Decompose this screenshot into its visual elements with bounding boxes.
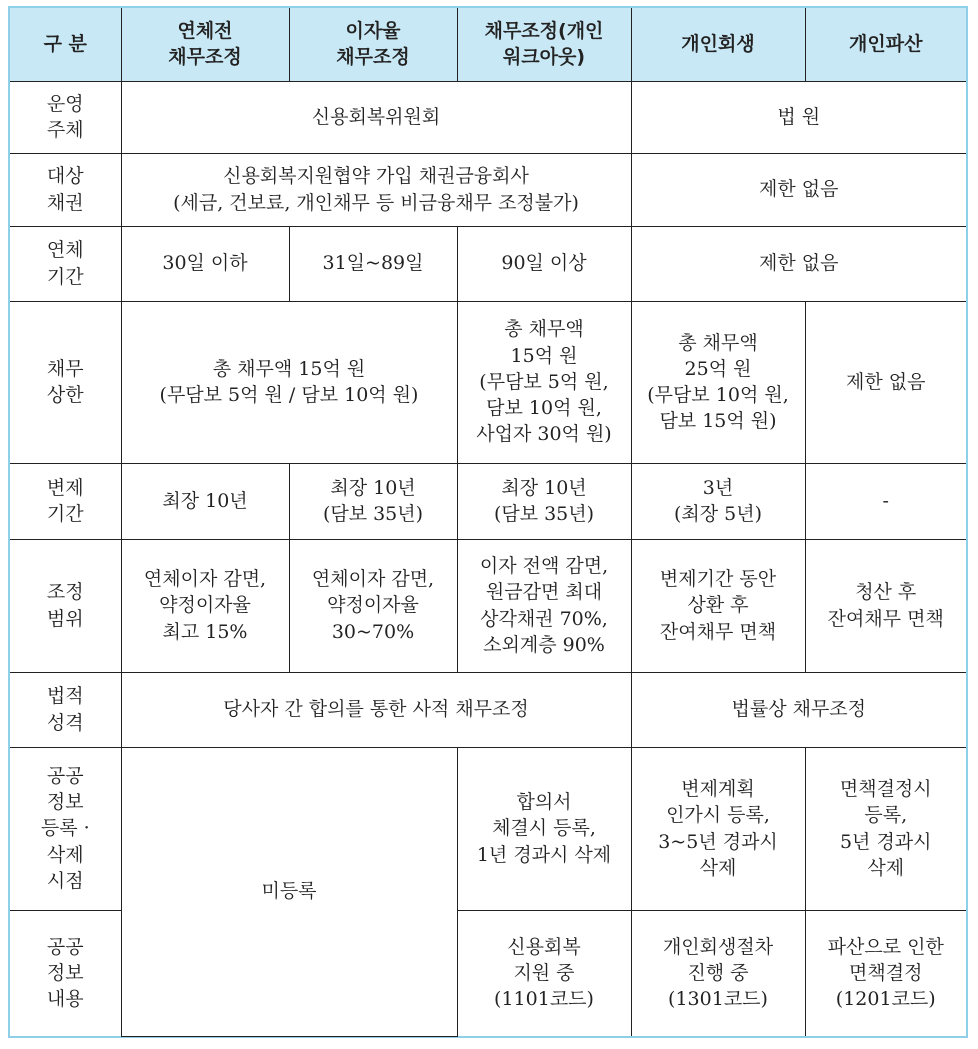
public-info-timing-col4: 변제계획 인가시 등록, 3~5년 경과시 삭제 bbox=[631, 747, 805, 910]
public-info-content-col3: 신용회복 지원 중 (1101코드) bbox=[457, 910, 631, 1036]
row-overdue-period bbox=[10, 226, 966, 301]
public-info-content-col4: 개인회생절차 진행 중 (1301코드) bbox=[631, 910, 805, 1036]
comparison-table-frame bbox=[8, 6, 968, 1038]
overdue-period-col2: 31일~89일 bbox=[289, 226, 457, 301]
row-label-repay-period: 변제 기간 bbox=[10, 463, 121, 539]
target-bonds-ccrs: 신용회복지원협약 가입 채권금융회사 (세금, 건보료, 개인채무 등 비금융채무 조정불가) bbox=[121, 153, 631, 226]
repay-period-col1: 최장 10년 bbox=[121, 463, 289, 539]
row-target-bonds bbox=[10, 153, 966, 226]
adjust-scope-col1: 연체이자 감면, 약정이자율 최고 15% bbox=[121, 539, 289, 672]
adjust-scope-col4: 변제기간 동안 상환 후 잔여채무 면책 bbox=[631, 539, 805, 672]
header-pre-overdue-adjustment: 연체전 채무조정 bbox=[121, 8, 289, 81]
row-label-operator: 운영 주체 bbox=[10, 81, 121, 153]
operator-ccrs: 신용회복위원회 bbox=[121, 81, 631, 153]
public-info-timing-col5: 면책결정시 등록, 5년 경과시 삭제 bbox=[805, 747, 966, 910]
row-label-overdue-period: 연체 기간 bbox=[10, 226, 121, 301]
debt-limit-col4: 총 채무액 25억 원 (무담보 10억 원, 담보 15억 원) bbox=[631, 301, 805, 463]
operator-court: 법 원 bbox=[631, 81, 966, 153]
row-adjust-scope bbox=[10, 539, 966, 672]
repay-period-col5: - bbox=[805, 463, 966, 539]
repay-period-col4: 3년 (최장 5년) bbox=[631, 463, 805, 539]
row-repay-period bbox=[10, 463, 966, 539]
public-info-unregistered: 미등록 bbox=[121, 747, 457, 1036]
header-row bbox=[10, 8, 966, 81]
public-info-content-col5: 파산으로 인한 면책결정 (1201코드) bbox=[805, 910, 966, 1036]
overdue-period-col1: 30일 이하 bbox=[121, 226, 289, 301]
repay-period-col3: 최장 10년 (담보 35년) bbox=[457, 463, 631, 539]
target-bonds-court: 제한 없음 bbox=[631, 153, 966, 226]
row-label-legal-nature: 법적 성격 bbox=[10, 672, 121, 747]
header-individual-workout: 채무조정(개인 워크아웃) bbox=[457, 8, 631, 81]
adjust-scope-col3: 이자 전액 감면, 원금감면 최대 상각채권 70%, 소외계층 90% bbox=[457, 539, 631, 672]
overdue-period-col3: 90일 이상 bbox=[457, 226, 631, 301]
header-personal-rehabilitation: 개인회생 bbox=[631, 8, 805, 81]
legal-nature-ccrs: 당사자 간 합의를 통한 사적 채무조정 bbox=[121, 672, 631, 747]
row-label-target-bonds: 대상 채권 bbox=[10, 153, 121, 226]
header-category: 구 분 bbox=[10, 8, 121, 81]
row-public-info-timing bbox=[10, 747, 966, 910]
debt-limit-col12: 총 채무액 15억 원 (무담보 5억 원 / 담보 10억 원) bbox=[121, 301, 457, 463]
debt-limit-col5: 제한 없음 bbox=[805, 301, 966, 463]
adjust-scope-col2: 연체이자 감면, 약정이자율 30~70% bbox=[289, 539, 457, 672]
repay-period-col2: 최장 10년 (담보 35년) bbox=[289, 463, 457, 539]
overdue-period-court: 제한 없음 bbox=[631, 226, 966, 301]
adjust-scope-col5: 청산 후 잔여채무 면책 bbox=[805, 539, 966, 672]
header-personal-bankruptcy: 개인파산 bbox=[805, 8, 966, 81]
header-interest-rate-adjustment: 이자율 채무조정 bbox=[289, 8, 457, 81]
row-label-public-info-content: 공공 정보 내용 bbox=[10, 910, 121, 1036]
row-operator bbox=[10, 81, 966, 153]
debt-limit-col3: 총 채무액 15억 원 (무담보 5억 원, 담보 10억 원, 사업자 30억 원) bbox=[457, 301, 631, 463]
row-label-debt-limit: 채무 상한 bbox=[10, 301, 121, 463]
row-debt-limit bbox=[10, 301, 966, 463]
public-info-timing-col3: 합의서 체결시 등록, 1년 경과시 삭제 bbox=[457, 747, 631, 910]
row-label-adjust-scope: 조정 범위 bbox=[10, 539, 121, 672]
legal-nature-court: 법률상 채무조정 bbox=[631, 672, 966, 747]
row-legal-nature bbox=[10, 672, 966, 747]
debt-relief-comparison-table bbox=[10, 8, 966, 1037]
row-label-public-info-timing: 공공 정보 등록 · 삭제 시점 bbox=[10, 747, 121, 910]
